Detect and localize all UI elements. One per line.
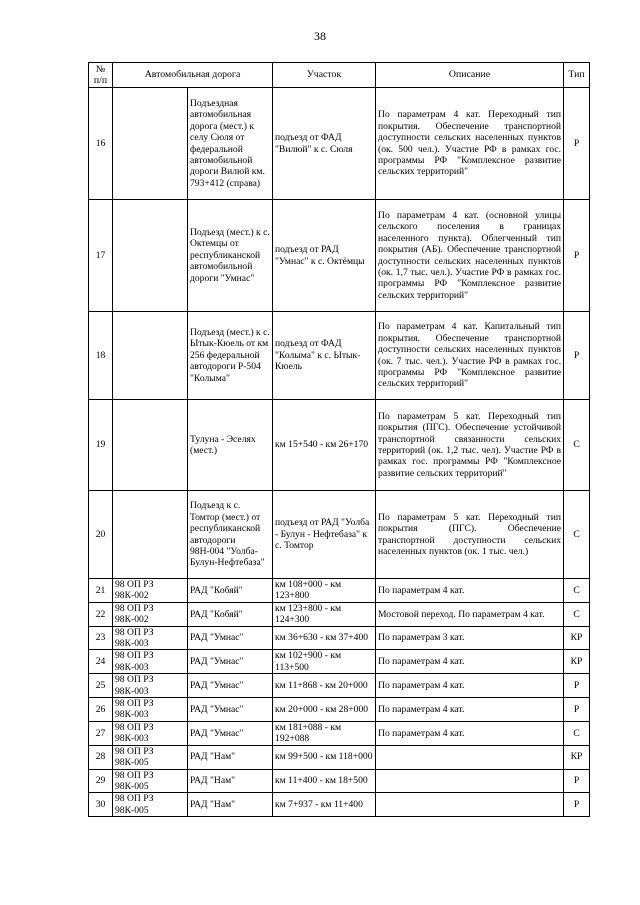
road-name: РАД "Умнас" — [188, 698, 273, 722]
work-type: КР — [564, 626, 590, 650]
road-description: По параметрам 4 кат. — [376, 650, 564, 674]
table-body — [89, 88, 590, 817]
road-section: км 20+000 - км 28+000 — [273, 698, 376, 722]
table-row — [89, 674, 590, 698]
row-number: 30 — [89, 793, 113, 817]
road-name: Подъезд к с. Томтор (мест.) от республиканской автодороги 98Н-004 "Уолба-Булун-Нефтебаза" — [188, 491, 273, 579]
road-code: 98 ОП РЗ 98К-003 — [113, 626, 188, 650]
work-type: Р — [564, 793, 590, 817]
work-type: С — [564, 400, 590, 491]
road-section: км 11+400 - км 18+500 — [273, 769, 376, 793]
table-row — [89, 745, 590, 769]
road-code — [113, 200, 188, 312]
row-number: 28 — [89, 745, 113, 769]
page-number: 38 — [314, 29, 326, 43]
road-section: км 7+937 - км 11+400 — [273, 793, 376, 817]
road-description: По параметрам 4 кат. — [376, 674, 564, 698]
road-description: По параметрам 4 кат. Капитальный тип покрытия. Обеспечение транспортной доступности сельских населенных пунктов (ок. 7 тыс. чел.). Участие РФ в рамках гос. программы РФ "Комплексное развитие сельских территорий" — [376, 312, 564, 400]
road-name: РАД "Кобяй" — [188, 602, 273, 626]
table-row — [89, 602, 590, 626]
road-section: км 102+900 - км 113+500 — [273, 650, 376, 674]
row-number: 26 — [89, 698, 113, 722]
table-row — [89, 769, 590, 793]
road-name: РАД "Умнас" — [188, 674, 273, 698]
header-road: Автомобильная дорога — [113, 63, 273, 88]
road-code: 98 ОП РЗ 98К-005 — [113, 745, 188, 769]
row-number: 18 — [89, 312, 113, 400]
table-row — [89, 579, 590, 603]
road-section: подъезд от РАД "Умнас" к с. Октёмцы — [273, 200, 376, 312]
table-row — [89, 88, 590, 200]
row-number: 24 — [89, 650, 113, 674]
road-section: подъезд от ФАД "Вилюй" к с. Сюля — [273, 88, 376, 200]
road-code: 98 ОП РЗ 98К-003 — [113, 698, 188, 722]
road-name: РАД "Умнас" — [188, 721, 273, 745]
row-number: 27 — [89, 721, 113, 745]
work-type: С — [564, 491, 590, 579]
table-row — [89, 721, 590, 745]
row-number: 23 — [89, 626, 113, 650]
road-description: По параметрам 4 кат. — [376, 579, 564, 603]
road-description: По параметрам 4 кат. Переходный тип покрытия. Обеспечение транспортной доступности сельских населенных пунктов (ок. 500 чел.). Участие РФ в рамках гос. программы РФ "Комплексное развитие сельских территорий" — [376, 88, 564, 200]
road-code: 98 ОП РЗ 98К-005 — [113, 793, 188, 817]
road-description: По параметрам 4 кат. — [376, 698, 564, 722]
header-section: Участок — [273, 63, 376, 88]
road-code: 98 ОП РЗ 98К-002 — [113, 579, 188, 603]
table-row — [89, 650, 590, 674]
table-header-row — [89, 63, 590, 88]
road-code — [113, 312, 188, 400]
road-code — [113, 491, 188, 579]
road-section: км 36+630 - км 37+400 — [273, 626, 376, 650]
road-name: РАД "Нам" — [188, 793, 273, 817]
work-type: С — [564, 602, 590, 626]
work-type: Р — [564, 88, 590, 200]
road-section: км 15+540 - км 26+170 — [273, 400, 376, 491]
work-type: С — [564, 579, 590, 603]
road-section: подъезд от РАД "Уолба - Булун - Нефтебаза" к с. Томтор — [273, 491, 376, 579]
header-type: Тип — [564, 63, 590, 88]
work-type: Р — [564, 312, 590, 400]
table-row — [89, 491, 590, 579]
road-description: Мостовой переход. По параметрам 4 кат. — [376, 602, 564, 626]
road-code: 98 ОП РЗ 98К-003 — [113, 650, 188, 674]
table-row — [89, 793, 590, 817]
table-row — [89, 626, 590, 650]
road-section: км 123+800 - км 124+300 — [273, 602, 376, 626]
row-number: 17 — [89, 200, 113, 312]
road-name: РАД "Кобяй" — [188, 579, 273, 603]
road-name: РАД "Нам" — [188, 745, 273, 769]
row-number: 25 — [89, 674, 113, 698]
work-type: Р — [564, 200, 590, 312]
road-name: Тулуна - Эселях (мест.) — [188, 400, 273, 491]
header-num: № п/п — [89, 63, 113, 88]
road-name: РАД "Умнас" — [188, 650, 273, 674]
table-row — [89, 200, 590, 312]
road-description: По параметрам 5 кат. Переходный тип покрытия (ПГС). Обеспечение транспортной доступности сельских населенных пунктов (ок. 1 тыс. чел.) — [376, 491, 564, 579]
road-code: 98 ОП РЗ 98К-003 — [113, 721, 188, 745]
road-description — [376, 793, 564, 817]
road-description: По параметрам 4 кат. — [376, 721, 564, 745]
work-type: Р — [564, 769, 590, 793]
work-type: КР — [564, 745, 590, 769]
road-section: км 99+500 - км 118+000 — [273, 745, 376, 769]
work-type: С — [564, 721, 590, 745]
work-type: Р — [564, 674, 590, 698]
table-row — [89, 312, 590, 400]
road-section: км 11+868 - км 20+000 — [273, 674, 376, 698]
road-description: По параметрам 3 кат. — [376, 626, 564, 650]
work-type: Р — [564, 698, 590, 722]
row-number: 20 — [89, 491, 113, 579]
header-description: Описание — [376, 63, 564, 88]
road-name: Подъездная автомобильная дорога (мест.) к селу Сюля от федеральной автомобильной дороги Вилюй км. 793+412 (справа) — [188, 88, 273, 200]
road-name: РАД "Умнас" — [188, 626, 273, 650]
road-code — [113, 400, 188, 491]
road-section: подъезд от ФАД "Колыма" к с. Ытык-Кюель — [273, 312, 376, 400]
road-code: 98 ОП РЗ 98К-002 — [113, 602, 188, 626]
table-row — [89, 400, 590, 491]
row-number: 22 — [89, 602, 113, 626]
table-row — [89, 698, 590, 722]
row-number: 16 — [89, 88, 113, 200]
row-number: 29 — [89, 769, 113, 793]
row-number: 21 — [89, 579, 113, 603]
road-code: 98 ОП РЗ 98К-005 — [113, 769, 188, 793]
road-section: км 181+088 - км 192+088 — [273, 721, 376, 745]
road-name: Подъезд (мест.) к с. Ытык-Кюель от км 256 федеральной автодороги Р-504 "Колыма" — [188, 312, 273, 400]
roads-table — [88, 62, 590, 817]
road-name: РАД "Нам" — [188, 769, 273, 793]
road-name: Подъезд (мест.) к с. Октемцы от республиканской автомобильной дороги "Умнас" — [188, 200, 273, 312]
road-code — [113, 88, 188, 200]
road-description — [376, 769, 564, 793]
work-type: КР — [564, 650, 590, 674]
row-number: 19 — [89, 400, 113, 491]
road-description: По параметрам 5 кат. Переходный тип покрытия (ПГС). Обеспечение устойчивой транспортной связанности сельских территорий (ок. 1,2 тыс. чел). Участие РФ в рамках гос. программы РФ "Комплексное развитие сельских территорий" — [376, 400, 564, 491]
road-code: 98 ОП РЗ 98К-003 — [113, 674, 188, 698]
road-description — [376, 745, 564, 769]
road-description: По параметрам 4 кат. (основной улицы сельского поселения в границах населенного пункта). Облегченный тип покрытия (АБ). Обеспечение транспортной доступности сельских населенных пунктов (ок. 1,7 тыс. чел.). Участие РФ в рамках гос. программы РФ "Комплексное развитие сельских территорий" — [376, 200, 564, 312]
road-section: км 108+000 - км 123+800 — [273, 579, 376, 603]
